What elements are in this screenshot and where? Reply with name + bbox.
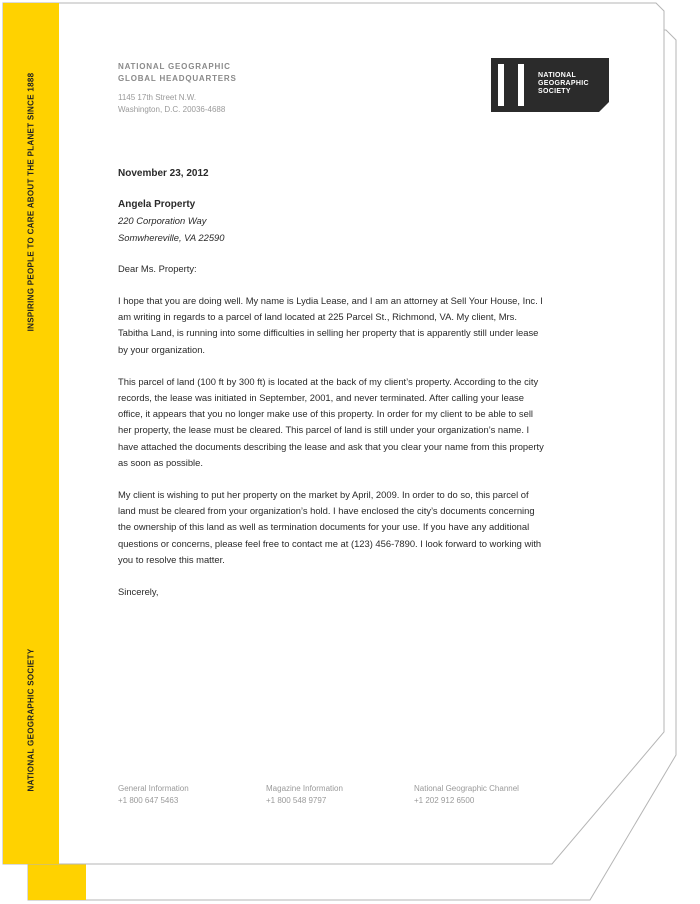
header-org-line2: GLOBAL HEADQUARTERS: [118, 74, 237, 83]
header-city: Washington, D.C. 20036-4688: [118, 105, 226, 114]
letter-date: November 23, 2012: [118, 168, 209, 179]
footer-label: Magazine Information: [266, 784, 343, 793]
header-org: [118, 61, 237, 85]
header-address: [118, 92, 225, 116]
footer-general-info: [118, 783, 189, 807]
footer-phone: +1 800 548 9797: [266, 796, 327, 805]
footer-label: General Information: [118, 784, 189, 793]
paragraph-1: I hope that you are doing well. My name is Lydia Lease, and I am an attorney at Sell Your House, Inc. I am writing in regards to a parcel of land located at 225 Parcel St., Richmond, VA. My client, Mrs. Tabitha Land, is running into some difficulties in selling her property that is apparently still under lease by your organization.: [118, 295, 543, 355]
paragraph-2: This parcel of land (100 ft by 300 ft) is located at the back of my client’s property. According to the city records, the lease was initiated in September, 2001, and never terminated. After calling your lease office, it appears that you no longer make use of this property. In order for my client to be able to sell her property, the lease must be cleared. This parcel of land is still under your organization’s name. I have attached the documents describing the lease and ask that you clear your name from this property as soon as possible.: [118, 375, 544, 468]
recipient-city: Somwhereville, VA 22590: [118, 231, 225, 243]
footer-phone: +1 800 647 5463: [118, 796, 179, 805]
footer-label: National Geographic Channel: [414, 784, 519, 793]
logo-line3: SOCIETY: [538, 88, 571, 95]
org-name-text: NATIONAL GEOGRAPHIC SOCIETY: [26, 648, 36, 792]
footer-channel-info: [414, 783, 519, 807]
header-street: 1145 17th Street N.W.: [118, 93, 197, 102]
paragraph-3: My client is wishing to put her property on the market by April, 2009. In order to do so, this parcel of land must be cleared from your organization’s hold. I have enclosed the city’s documents concerning the ownership of this land as well as termination documents for your use. If you have any additional questions or concerns, please feel free to contact me at (123) 456-7890. I look forward to working with you to resolve this matter.: [118, 489, 542, 565]
letter-body: [118, 166, 548, 600]
logo-line2: GEOGRAPHIC: [538, 80, 589, 87]
header-org-line1: NATIONAL GEOGRAPHIC: [118, 62, 231, 71]
recipient-street: 220 Corporation Way: [118, 215, 207, 227]
salutation: Dear Ms. Property:: [118, 262, 197, 274]
footer-phone: +1 202 912 6500: [414, 796, 475, 805]
logo-line1: NATIONAL: [538, 72, 577, 79]
closing: Sincerely,: [118, 586, 159, 598]
back-sheet-stripe: [28, 860, 86, 900]
logo-frame-center: [504, 64, 518, 106]
logo-text: [538, 72, 589, 96]
recipient-name: Angela Property: [118, 199, 196, 211]
footer-magazine-info: [266, 783, 343, 807]
tagline-text: INSPIRING PEOPLE TO CARE ABOUT THE PLANET SINCE 1888: [26, 72, 36, 332]
